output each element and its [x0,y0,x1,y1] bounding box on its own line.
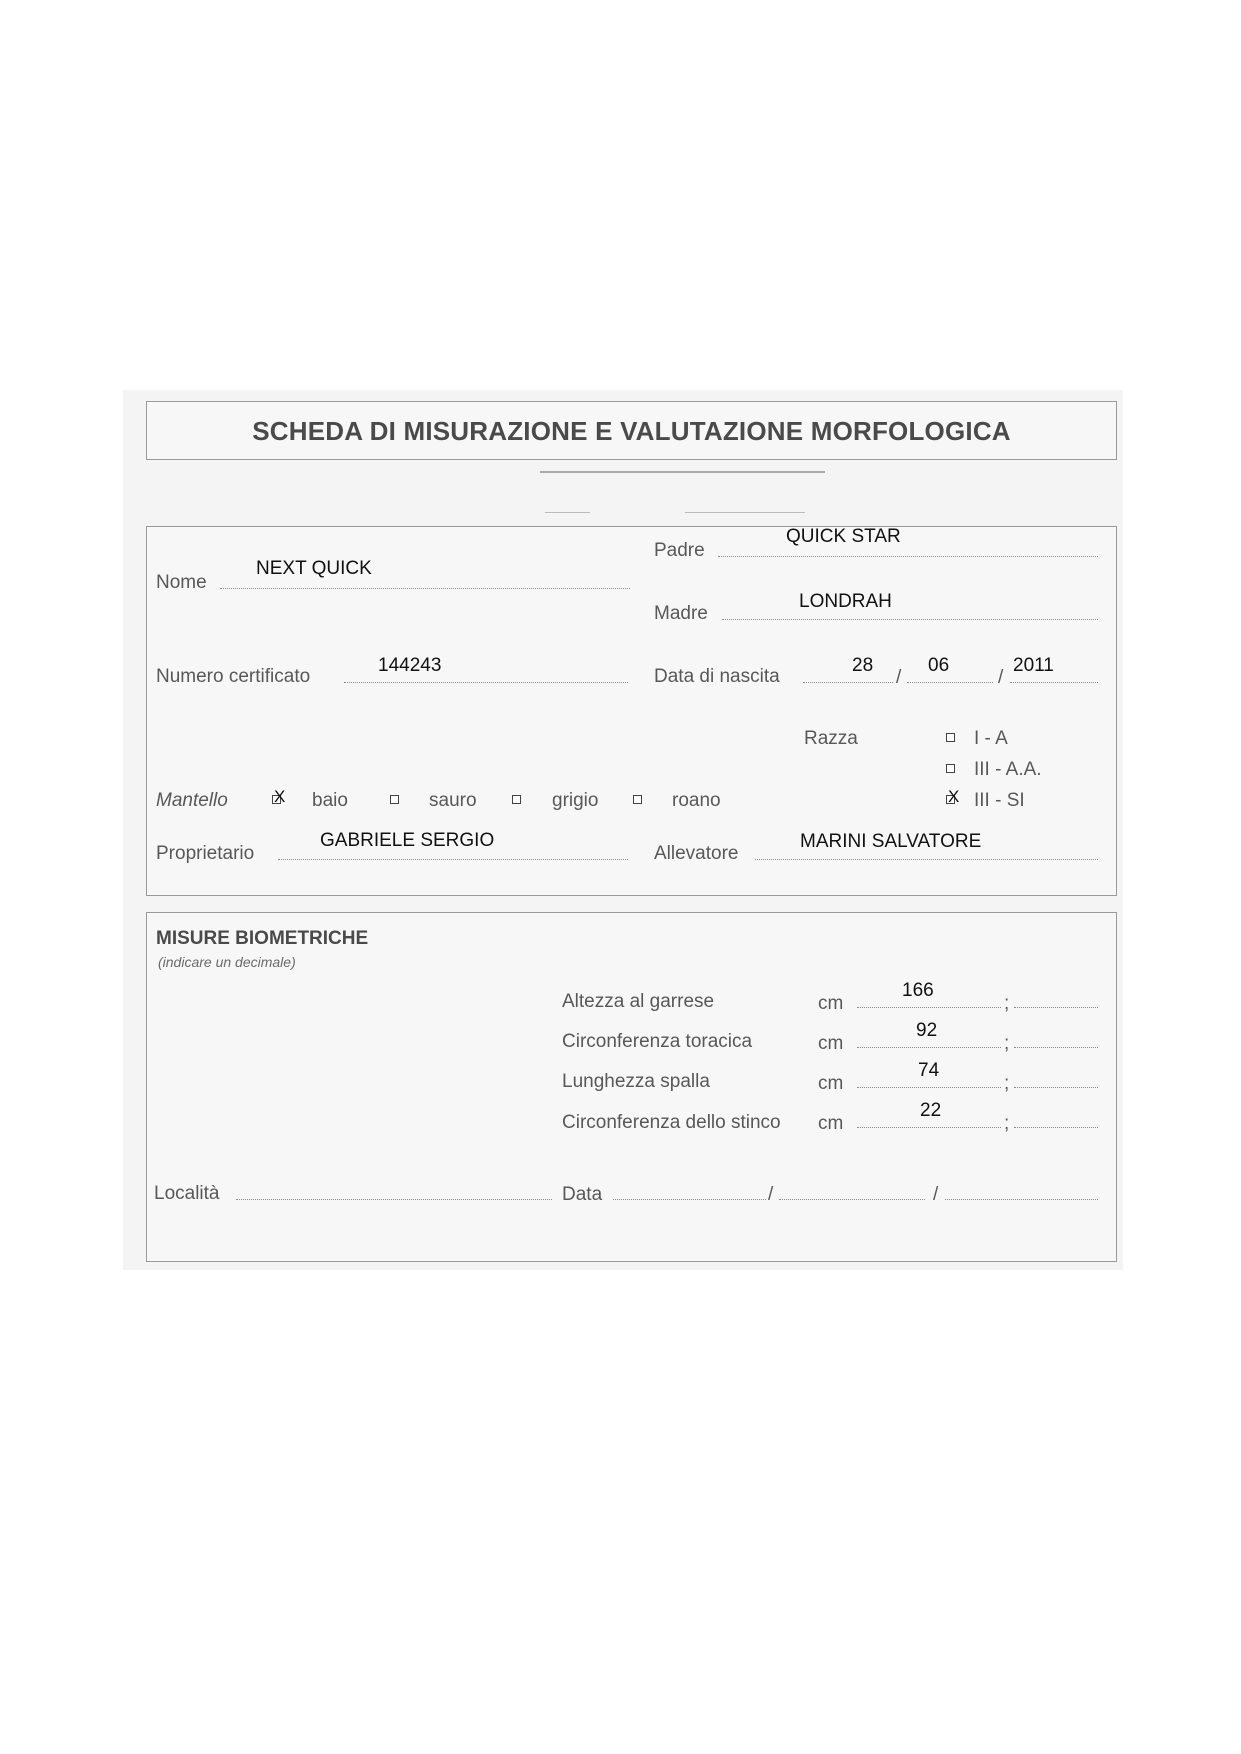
localita-label: Località [154,1183,220,1204]
mantello-option-baio: baio [312,790,348,811]
biometric-label: Lunghezza spalla [562,1071,710,1092]
proprietario-value: GABRIELE SERGIO [320,830,495,851]
madre-field-line[interactable] [722,619,1098,620]
date-separator: / [998,667,1004,688]
nascita-year-line[interactable] [1010,682,1098,683]
faint-mark [685,512,805,513]
biometric-label: Circonferenza dello stinco [562,1112,781,1133]
biometric-value: 166 [902,980,934,1001]
biometric-value-line[interactable] [857,1127,1001,1128]
nascita-year-value: 2011 [1013,655,1054,676]
date-separator: / [896,667,902,688]
mantello-option-sauro: sauro [429,790,477,811]
decimal-separator: ; [1004,1073,1010,1094]
biometric-decimal-line[interactable] [1014,1087,1098,1088]
unit-label: cm [818,1073,844,1094]
mantello-checkbox-baio[interactable] [272,795,281,804]
certificato-field-line[interactable] [344,682,628,683]
data-year-line[interactable] [945,1199,1098,1200]
biometric-label: Altezza al garrese [562,991,715,1012]
padre-value: QUICK STAR [786,526,901,547]
mantello-checkbox-roano[interactable] [633,795,642,804]
mantello-checkbox-sauro[interactable] [390,795,399,804]
unit-label: cm [818,1113,844,1134]
razza-checkbox-iii-aa[interactable] [946,764,955,773]
biometric-label: Circonferenza toracica [562,1031,753,1052]
mantello-option-grigio: grigio [552,790,599,811]
biometric-value-line[interactable] [857,1087,1001,1088]
nascita-day-value: 28 [852,655,874,676]
decimal-separator: ; [1004,1033,1010,1054]
madre-label: Madre [654,603,708,624]
localita-field-line[interactable] [236,1199,552,1200]
razza-label: Razza [804,728,858,749]
date-separator: / [768,1184,774,1205]
certificato-value: 144243 [378,655,442,676]
padre-field-line[interactable] [718,556,1098,557]
madre-value: LONDRAH [799,591,892,612]
allevatore-label: Allevatore [654,843,739,864]
razza-option-iii-aa: III - A.A. [974,759,1042,780]
razza-checkbox-iii-si[interactable] [946,795,955,804]
data-label: Data [562,1184,603,1205]
biometrics-heading: MISURE BIOMETRICHE [156,928,369,949]
padre-label: Padre [654,540,705,561]
biometric-value-line[interactable] [857,1007,1001,1008]
date-separator: / [933,1184,939,1205]
data-day-line[interactable] [613,1199,766,1200]
biometric-value-line[interactable] [857,1047,1001,1048]
title-box [146,401,1117,460]
mantello-checkbox-grigio[interactable] [512,795,521,804]
nome-label: Nome [156,572,207,593]
nascita-month-value: 06 [928,655,950,676]
biometric-value: 74 [918,1060,940,1081]
decimal-separator: ; [1004,1113,1010,1134]
nascita-label: Data di nascita [654,666,780,687]
title-decoration [540,471,825,473]
biometric-value: 92 [916,1020,938,1041]
biometric-decimal-line[interactable] [1014,1047,1098,1048]
decimal-separator: ; [1004,993,1010,1014]
biometric-decimal-line[interactable] [1014,1127,1098,1128]
proprietario-field-line[interactable] [278,859,628,860]
razza-option-i-a: I - A [974,728,1008,749]
razza-option-iii-si: III - SI [974,790,1025,811]
nascita-day-line[interactable] [803,682,893,683]
unit-label: cm [818,993,844,1014]
mantello-label: Mantello [156,790,228,811]
razza-checkbox-i-a[interactable] [946,733,955,742]
nascita-month-line[interactable] [907,682,993,683]
biometric-decimal-line[interactable] [1014,1007,1098,1008]
nome-field-line[interactable] [220,588,630,589]
proprietario-label: Proprietario [156,843,255,864]
biometrics-subheading: (indicare un decimale) [158,954,296,970]
nome-value: NEXT QUICK [256,558,372,579]
form-title: SCHEDA DI MISURAZIONE E VALUTAZIONE MORFOLOGICA [252,416,1011,446]
faint-mark [545,512,590,513]
biometric-value: 22 [920,1100,942,1121]
allevatore-field-line[interactable] [755,859,1098,860]
data-month-line[interactable] [779,1199,925,1200]
certificato-label: Numero certificato [156,666,311,687]
mantello-option-roano: roano [672,790,721,811]
allevatore-value: MARINI SALVATORE [800,831,982,852]
unit-label: cm [818,1033,844,1054]
